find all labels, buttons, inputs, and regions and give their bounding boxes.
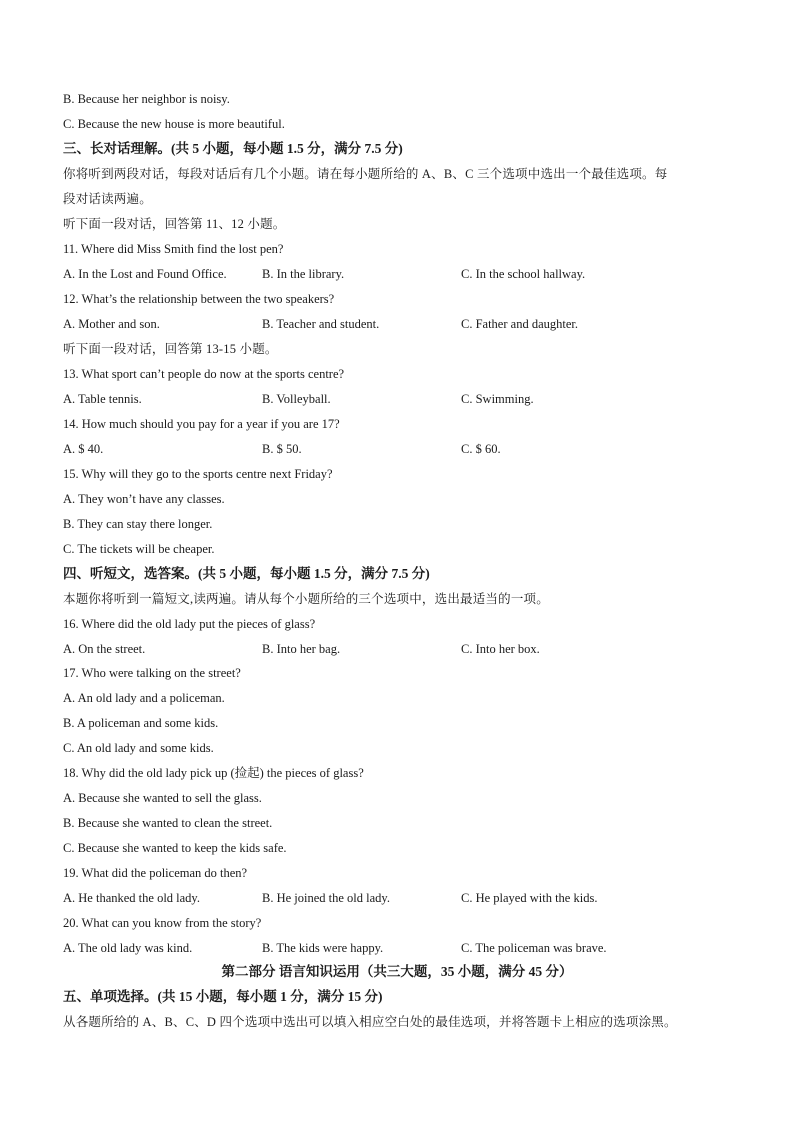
option-b: B. A policeman and some kids. <box>63 716 219 730</box>
option-c: C. He played with the kids. <box>461 891 598 905</box>
option-a: A. Mother and son. <box>63 317 160 331</box>
option-a: A. Table tennis. <box>63 392 142 406</box>
option-c: C. The policeman was brave. <box>461 941 607 955</box>
instructions: 段对话读两遍。 <box>63 192 152 206</box>
option-a: A. Because she wanted to sell the glass. <box>63 791 262 805</box>
question-text: 14. How much should you pay for a year if you are 17? <box>63 417 340 431</box>
instructions: 本题你将听到一篇短文,读两遍。请从每个小题所给的三个选项中，选出最适当的一项。 <box>63 592 549 606</box>
option-a: A. In the Lost and Found Office. <box>63 267 227 281</box>
question-text: 19. What did the policeman do then? <box>63 866 248 880</box>
option-c: C. An old lady and some kids. <box>63 741 214 755</box>
instructions: 你将听到两段对话，每段对话后有几个小题。请在每小题所给的 A、B、C 三个选项中选出一个最佳选项。每 <box>63 167 668 181</box>
question-text: 11. Where did Miss Smith find the lost pen? <box>63 242 284 256</box>
question-text: 17. Who were talking on the street? <box>63 666 241 680</box>
option-c: C. Swimming. <box>461 392 534 406</box>
option-line: B. Because her neighbor is noisy. <box>63 92 230 106</box>
dialogue-intro: 听下面一段对话，回答第 11、12 小题。 <box>63 217 286 231</box>
option-b: B. Volleyball. <box>262 392 331 406</box>
instructions: 从各题所给的 A、B、C、D 四个选项中选出可以填入相应空白处的最佳选项，并将答题卡上相应的选项涂黑。 <box>63 1015 677 1029</box>
section-heading: 五、单项选择。(共 15 小题，每小题 1 分，满分 15 分) <box>63 989 383 1004</box>
option-c: C. In the school hallway. <box>461 267 586 281</box>
option-b: B. Into her bag. <box>262 642 341 656</box>
option-b: B. Because she wanted to clean the street. <box>63 816 273 830</box>
dialogue-intro: 听下面一段对话，回答第 13-15 小题。 <box>63 342 278 356</box>
option-a: A. $ 40. <box>63 442 104 456</box>
option-c: C. Because she wanted to keep the kids safe. <box>63 841 287 855</box>
option-b: B. $ 50. <box>262 442 302 456</box>
section-heading: 三、长对话理解。(共 5 小题，每小题 1.5 分，满分 7.5 分) <box>63 141 403 156</box>
option-b: B. He joined the old lady. <box>262 891 390 905</box>
question-text: 12. What’s the relationship between the two speakers? <box>63 292 335 306</box>
option-b: B. The kids were happy. <box>262 941 384 955</box>
option-b: B. Teacher and student. <box>262 317 380 331</box>
section-heading: 四、听短文，选答案。(共 5 小题，每小题 1.5 分，满分 7.5 分) <box>63 566 430 581</box>
option-a: A. The old lady was kind. <box>63 941 193 955</box>
option-b: B. They can stay there longer. <box>63 517 213 531</box>
option-line: C. Because the new house is more beautiful. <box>63 117 285 131</box>
option-c: C. $ 60. <box>461 442 501 456</box>
question-text: 18. Why did the old lady pick up (捡起) the pieces of glass? <box>63 766 364 780</box>
question-text: 16. Where did the old lady put the pieces of glass? <box>63 617 316 631</box>
option-a: A. He thanked the old lady. <box>63 891 200 905</box>
option-c: C. Into her box. <box>461 642 540 656</box>
question-text: 13. What sport can’t people do now at the sports centre? <box>63 367 345 381</box>
option-a: A. They won’t have any classes. <box>63 492 225 506</box>
question-text: 20. What can you know from the story? <box>63 916 262 930</box>
option-a: A. An old lady and a policeman. <box>63 691 225 705</box>
question-text: 15. Why will they go to the sports centre next Friday? <box>63 467 333 481</box>
option-a: A. On the street. <box>63 642 146 656</box>
option-c: C. Father and daughter. <box>461 317 578 331</box>
part-heading: 第二部分 语言知识运用（共三大题，35 小题，满分 45 分） <box>221 964 573 979</box>
option-c: C. The tickets will be cheaper. <box>63 542 215 556</box>
option-b: B. In the library. <box>262 267 345 281</box>
